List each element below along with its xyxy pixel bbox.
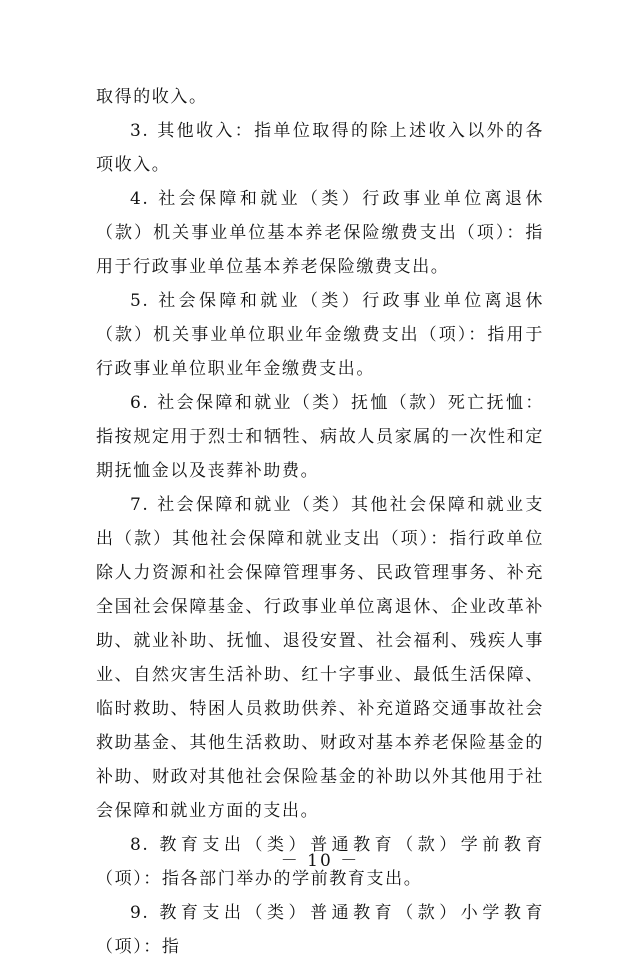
paragraph-item-4: 4. 社会保障和就业（类）行政事业单位离退休（款）机关事业单位基本养老保险缴费支出（项）：指用于行政事业单位基本养老保险缴费支出。: [96, 189, 544, 277]
paragraph-item-5: 5. 社会保障和就业（类）行政事业单位离退休（款）机关事业单位职业年金缴费支出（项）：指用于行政事业单位职业年金缴费支出。: [96, 291, 544, 379]
document-body: [96, 80, 544, 964]
paragraph-continuation: 取得的收入。: [96, 87, 208, 107]
paragraph-item-7: 7. 社会保障和就业（类）其他社会保障和就业支出（款）其他社会保障和就业支出（项）：指行政单位除人力资源和社会保障管理事务、民政管理事务、补充全国社会保障基金、行政事业单位离退休、企业改革补助、就业补助、抚恤、退役安置、社会福利、残疾人事业、自然灾害生活补助、红十字事业、最低生活保障、临时救助、特困人员救助供养、补充道路交通事故社会救助基金、其他生活救助、财政对基本养老保险基金的补助、财政对其他社会保险基金的补助以外其他用于社会保障和就业方面的支出。: [96, 495, 544, 821]
paragraph-item-6: 6. 社会保障和就业（类）抚恤（款）死亡抚恤：指按规定用于烈士和牺牲、病故人员家属的一次性和定期抚恤金以及丧葬补助费。: [96, 393, 544, 481]
paragraph-item-8: 8. 教育支出（类）普通教育（款）学前教育（项）：指各部门举办的学前教育支出。: [96, 835, 544, 889]
paragraph-item-3: 3. 其他收入：指单位取得的除上述收入以外的各项收入。: [96, 121, 544, 175]
paragraph-item-9: 9. 教育支出（类）普通教育（款）小学教育（项）：指: [96, 903, 544, 957]
page-number: － 10 －: [280, 851, 360, 871]
